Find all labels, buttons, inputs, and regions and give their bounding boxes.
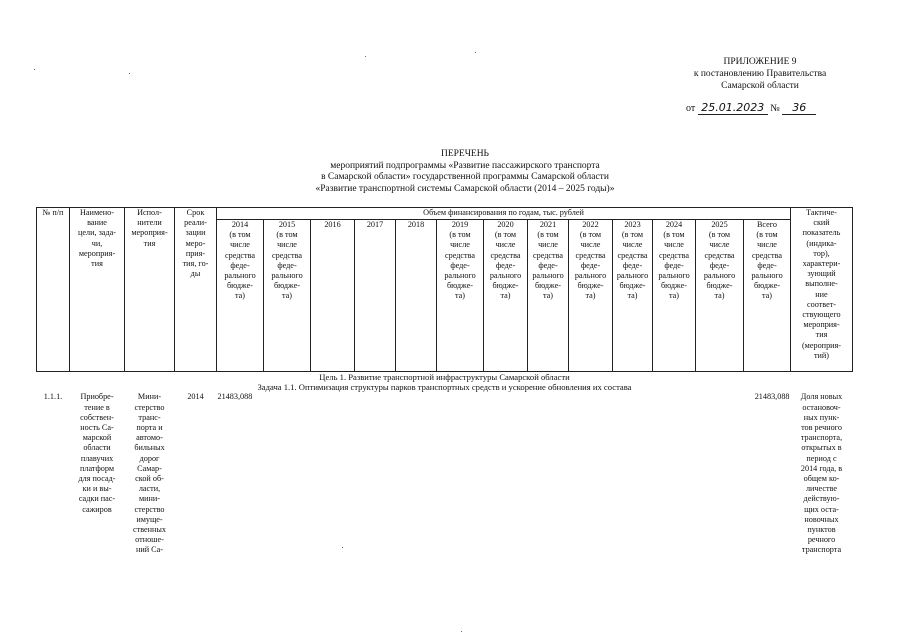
header-year-2014: 2014 (в том числе средства феде- рального бюдже- та) [217,220,264,372]
scan-speck [342,547,343,548]
scan-speck [475,52,476,53]
header-year-2019: 2019 (в том числе средства феде- рального бюдже- та) [437,220,484,372]
header-num: № п/п [37,208,70,372]
header-year-2025: 2025 (в том числе средства феде- рального бюдже- та) [696,220,744,372]
header-year-2017: 2017 [355,220,396,372]
goal-row: Цель 1. Развитие транспортной инфраструктуры Самарской области [319,372,570,382]
title-line-2: в Самарской области» государственной программы Самарской области [321,172,609,182]
scan-speck [461,631,462,632]
appendix-line-3: Самарской области [721,81,799,91]
header-year-2018: 2018 [396,220,437,372]
document-title [240,149,690,195]
task-row: Задача 1.1. Оптимизация структуры парков транспортных средств и ускорение обновления их состава [257,382,632,393]
number-prefix: № [770,103,780,114]
title-line-1: мероприятий подпрограммы «Развитие пассажирского транспорта [330,160,600,171]
header-year-2023: 2023 (в том числе средства феде- рального бюдже- та) [613,220,653,372]
row-executors: Мини- стерство транс- порта и автомо- бильных дорог Самар- ской об- ласти, мини- стерство имуще- ственных отноше- ний Са- [132,392,167,555]
title-heading: ПЕРЕЧЕНЬ [440,149,490,159]
header-funding: Объем финансирования по годам, тыс. рублей [217,208,791,220]
title-line-3: «Развитие транспортной системы Самарской области (2014 – 2025 годы)» [315,183,615,194]
header-indicator: Тактиче- ский показатель (индика- тор), характери- зующий выполне- ние соответ- ствующего мероприя- тия (мероприя- тий) [791,208,853,372]
row-total: 21483,088 [754,392,790,402]
header-term: Срок реали- зации меро- прия- тия, го- ды [175,208,217,372]
header-year-2024: 2024 (в том числе средства феде- рального бюдже- та) [653,220,696,372]
row-num: 1.1.1. [43,392,63,402]
header-name: Наимено- вание цели, зада- чи, мероприя- тия [70,208,125,372]
appendix-block [640,56,880,92]
header-total: Всего (в том числе средства феде- рального бюдже- та) [744,220,791,372]
header-year-2021: 2021 (в том числе средства феде- рального бюдже- та) [528,220,569,372]
scan-speck [34,69,35,70]
decree-date-line [686,101,816,115]
row-value-2014: 21483,088 [217,392,253,402]
scan-speck [129,73,130,74]
header-year-2016: 2016 [311,220,355,372]
decree-number: 36 [782,101,816,115]
row-indicator: Доля новых остановоч- ных пунк- тов речного транспорта, открытых в период с 2014 года, в общем ко- личестве действую- щих оста- новочных пунктов речного транспорта [800,392,843,555]
row-name: Приобре- тение в собствен- ность Са- марской области плавучих платформ для посад- ки и вы- садки пас- сажиров [78,392,116,514]
measures-table [36,207,853,562]
header-year-2015: 2015 (в том числе средства феде- рального бюдже- та) [264,220,311,372]
appendix-line-2: к постановлению Правительства [693,69,827,79]
header-year-2022: 2022 (в том числе средства феде- рального бюдже- та) [569,220,613,372]
header-year-2020: 2020 (в том числе средства феде- рального бюдже- та) [484,220,528,372]
appendix-title: ПРИЛОЖЕНИЕ 9 [723,57,797,67]
date-prefix: от [686,103,696,114]
header-executors: Испол- нители мероприя- тия [125,208,175,372]
scan-speck [365,56,366,57]
decree-date: 25.01.2023 [698,101,768,115]
row-term: 2014 [187,392,204,402]
